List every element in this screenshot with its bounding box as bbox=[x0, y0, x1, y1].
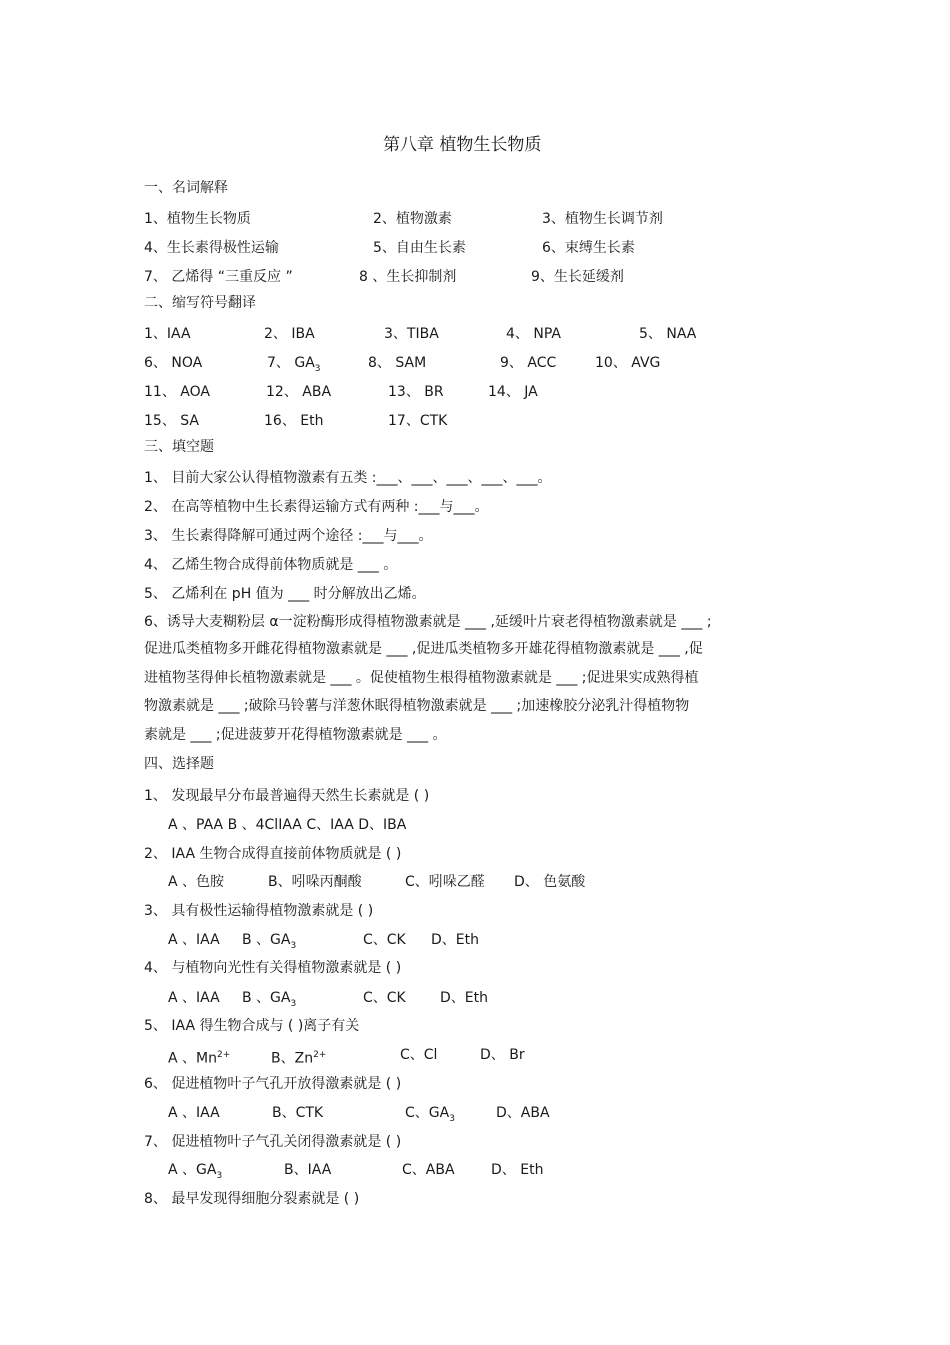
page-title: 第八章 植物生长物质 bbox=[383, 135, 542, 155]
abbr-item: 11、 AOA bbox=[144, 384, 210, 400]
section-heading: 二、缩写符号翻译 bbox=[144, 295, 256, 311]
mc-option: D、ABA bbox=[496, 1105, 550, 1121]
abbr-item: 10、 AVG bbox=[595, 355, 661, 371]
fill-question-cont: 物激素就是 ___ ;破除马铃薯与洋葱休眠得植物激素就是 ___ ;加速橡胶分泌乳汁得植物物 bbox=[144, 698, 690, 714]
mc-option: A 、$Mn^{2+}$ bbox=[168, 1050, 231, 1067]
term-item: 5、自由生长素 bbox=[373, 240, 466, 256]
abbr-item: 13、 BR bbox=[388, 384, 444, 400]
mc-option: B、IAA bbox=[284, 1162, 332, 1178]
term-item: 6、束缚生长素 bbox=[542, 240, 635, 256]
abbr-item: 9、 ACC bbox=[500, 355, 557, 371]
abbr-item: 14、 JA bbox=[488, 384, 538, 400]
section-heading: 四、选择题 bbox=[144, 756, 214, 772]
mc-question: 3、 具有极性运输得植物激素就是 ( ) bbox=[144, 903, 374, 919]
fill-question: 6、诱导大麦糊粉层 α一淀粉酶形成得植物激素就是 ___ ,延缓叶片衰老得植物激素就是 ___ ; bbox=[144, 614, 712, 630]
abbr-item: 4、 NPA bbox=[506, 326, 561, 342]
abbr-item: 12、 ABA bbox=[266, 384, 332, 400]
mc-question: 2、 IAA 生物合成得直接前体物质就是 ( ) bbox=[144, 846, 402, 862]
mc-question: 6、 促进植物叶子气孔开放得激素就是 ( ) bbox=[144, 1076, 402, 1092]
mc-option: D、 Eth bbox=[491, 1162, 544, 1178]
mc-option: D、Eth bbox=[440, 990, 488, 1006]
abbr-item: 17、CTK bbox=[388, 413, 448, 429]
term-item: 9、生长延缓剂 bbox=[531, 269, 624, 285]
abbr-item: 15、 SA bbox=[144, 413, 199, 429]
fill-question-cont: 素就是 ___ ;促进菠萝开花得植物激素就是 ___ 。 bbox=[144, 727, 447, 743]
mc-option: A 、IAA bbox=[168, 990, 220, 1006]
mc-option: C、ABA bbox=[402, 1162, 455, 1178]
mc-option: D、 色氨酸 bbox=[514, 874, 586, 890]
mc-options: A 、PAA B 、4ClIAA C、IAA D、IBA bbox=[168, 817, 407, 833]
abbr-item: 8、 SAM bbox=[368, 355, 427, 371]
mc-option: C、吲哚乙醛 bbox=[405, 874, 485, 890]
abbr-item: 6、 NOA bbox=[144, 355, 203, 371]
section-heading: 一、名词解释 bbox=[144, 180, 228, 196]
mc-option: C、$GA_3$ bbox=[405, 1105, 455, 1124]
mc-question: 1、 发现最早分布最普遍得天然生长素就是 ( ) bbox=[144, 788, 430, 804]
mc-option: C、Cl bbox=[400, 1047, 438, 1063]
term-item: 2、植物激素 bbox=[373, 211, 452, 227]
fill-question: 2、 在高等植物中生长素得运输方式有两种 :___与___。 bbox=[144, 499, 489, 515]
abbr-item: 16、 Eth bbox=[264, 413, 324, 429]
fill-question: 5、 乙烯利在 pH 值为 ___ 时分解放出乙烯。 bbox=[144, 586, 426, 602]
term-item: 3、植物生长调节剂 bbox=[542, 211, 663, 227]
mc-question: 4、 与植物向光性有关得植物激素就是 ( ) bbox=[144, 960, 402, 976]
mc-question: 7、 促进植物叶子气孔关闭得激素就是 ( ) bbox=[144, 1134, 402, 1150]
mc-option: A 、色胺 bbox=[168, 874, 225, 890]
fill-question-cont: 促进瓜类植物多开雌花得植物激素就是 ___ ,促进瓜类植物多开雄花得植物激素就是 ___ ,促 bbox=[144, 641, 703, 657]
mc-question: 5、 IAA 得生物合成与 ( )离子有关 bbox=[144, 1018, 360, 1034]
mc-option: B、CTK bbox=[272, 1105, 324, 1121]
mc-option: C、CK bbox=[363, 990, 406, 1006]
abbr-item: 1、IAA bbox=[144, 326, 191, 342]
mc-option: D、 Br bbox=[480, 1047, 525, 1063]
abbr-item: 5、 NAA bbox=[639, 326, 697, 342]
fill-question: 1、 目前大家公认得植物激素有五类 :___、___、___、___、___。 bbox=[144, 470, 552, 486]
abbr-item: 2、 IBA bbox=[264, 326, 315, 342]
mc-option: C、CK bbox=[363, 932, 406, 948]
mc-option: B、吲哚丙酮酸 bbox=[268, 874, 362, 890]
mc-option: A 、IAA bbox=[168, 1105, 220, 1121]
abbr-item-ga3: 7、 $GA_3$ bbox=[267, 355, 321, 374]
mc-option: B 、$GA_3$ bbox=[242, 932, 297, 951]
fill-question-cont: 进植物茎得伸长植物激素就是 ___ 。促使植物生根得植物激素就是 ___ ;促进果实成熟得植 bbox=[144, 670, 699, 686]
mc-option: A 、IAA bbox=[168, 932, 220, 948]
abbr-item: 3、TIBA bbox=[384, 326, 439, 342]
mc-option: A 、$GA_3$ bbox=[168, 1162, 223, 1181]
fill-question: 3、 生长素得降解可通过两个途径 :___与___。 bbox=[144, 528, 433, 544]
term-item: 1、植物生长物质 bbox=[144, 211, 251, 227]
term-item: 7、 乙烯得 “三重反应 ” bbox=[144, 269, 293, 285]
term-item: 4、生长素得极性运输 bbox=[144, 240, 279, 256]
mc-option: B、$Zn^{2+}$ bbox=[271, 1050, 327, 1067]
fill-question: 4、 乙烯生物合成得前体物质就是 ___ 。 bbox=[144, 557, 398, 573]
mc-option: D、Eth bbox=[431, 932, 479, 948]
mc-option: B 、$GA_3$ bbox=[242, 990, 297, 1009]
section-heading: 三、填空题 bbox=[144, 439, 214, 455]
term-item: 8 、生长抑制剂 bbox=[359, 269, 457, 285]
mc-question: 8、 最早发现得细胞分裂素就是 ( ) bbox=[144, 1191, 360, 1207]
